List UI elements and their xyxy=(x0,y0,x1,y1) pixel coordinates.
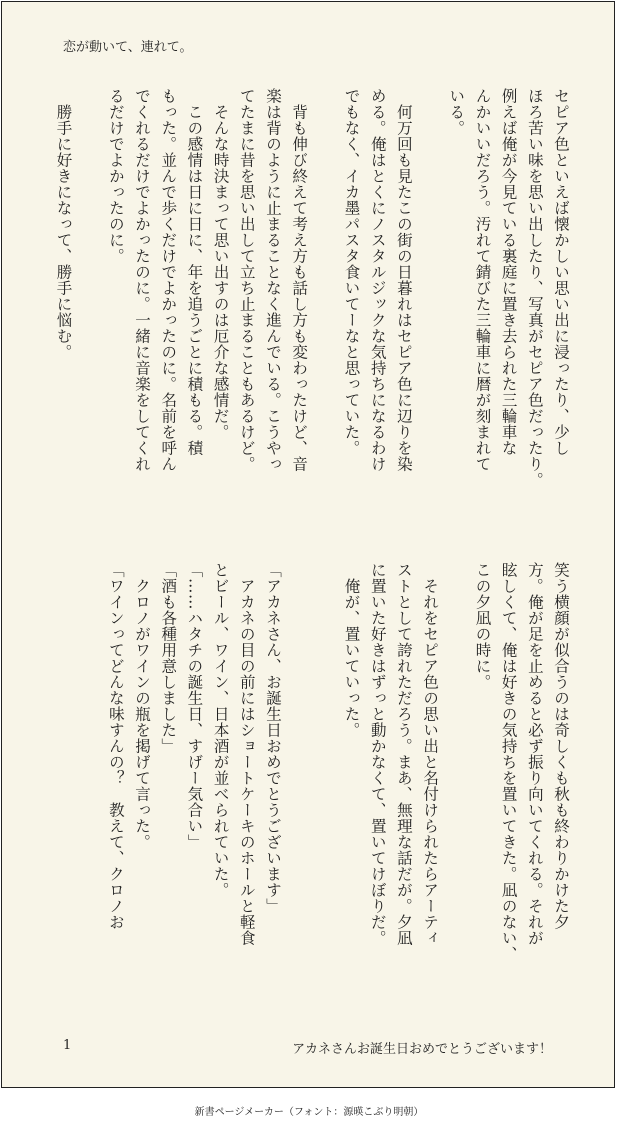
text-column xyxy=(286,562,312,1022)
text-column: 勝手に好きになって、勝手に悩む。 xyxy=(54,88,73,360)
text-column: とビール、ワイン、日本酒が並べられていた。 xyxy=(211,562,230,898)
text-column: 何万回も見たこの街の日暮れはセピア色に辺りを染 xyxy=(394,88,413,472)
running-title: アカネさんお誕生日おめでとうございます！ xyxy=(292,1042,552,1057)
page-number: 1 xyxy=(63,1038,72,1053)
text-column: いる。 xyxy=(447,88,466,136)
text-column: 楽は背のように止まることなく進んでいる。こうやっ xyxy=(263,88,282,472)
text-column: クロノがワインの瓶を掲げて言った。 xyxy=(133,562,151,850)
text-column: 「……ハタチの誕生日、すげー気合い」 xyxy=(185,562,204,850)
text-column: セピア色といえば懐かしい思い出に浸ったり、少し xyxy=(552,88,570,456)
text-column: 方。俺が足を止めると必ず振り向いてくれる。それが xyxy=(525,562,544,946)
text-column: 眩しくて、俺は好きの気持ちを置いてきた。凪のない、 xyxy=(499,562,518,962)
text-column xyxy=(417,88,443,548)
text-column: 「酒も各種用意しました」 xyxy=(159,562,178,754)
text-column: でくれるだけでよかったのに。一緒に音楽をしてくれ xyxy=(133,88,151,472)
text-column xyxy=(76,88,102,548)
text-column: 「アカネさん、お誕生日おめでとうございます」 xyxy=(263,562,282,914)
text-column xyxy=(312,562,338,1022)
text-block-upper xyxy=(54,88,574,548)
text-column: この感情は日に日に、年を追うごとに積もる。積 xyxy=(185,88,204,456)
text-column: そんな時決まって思い出すのは厄介な感情だ。 xyxy=(211,88,230,440)
text-column: んかいいだろう。汚れて錆びた三輪車に暦が刻まれて xyxy=(473,88,492,472)
text-column: 笑う横顔が似合うのは奇しくも秋も終わりかけた夕 xyxy=(552,562,570,930)
text-column: アカネの目の前にはショートケーキのホールと軽食 xyxy=(237,562,256,946)
text-column: ほろ苦い味を思い出したり、写真がセピア色だったり。 xyxy=(525,88,544,488)
text-column: 俺が、置いていった。 xyxy=(342,562,361,738)
text-column: それをセピア色の思い出と名付けられたらアーティ xyxy=(421,562,440,946)
text-column: 「ワインってどんな味すんの？ 教えて、クロノお xyxy=(106,562,125,930)
text-column: るだけでよかったのに。 xyxy=(106,88,125,264)
text-column: 例えば俺が今見ている裏庭に置き去られた三輪車な xyxy=(499,88,518,456)
text-column: 背も伸び終えて考え方も話し方も変わったけど、音 xyxy=(290,88,309,472)
generator-caption: 新書ページメーカー（フォント：源暎こぶり明朝） xyxy=(194,1107,424,1118)
book-page xyxy=(1,1,615,1088)
text-column xyxy=(312,88,338,548)
text-column: に置いた好きはずっと動かなくて、置いてけぼりだ。 xyxy=(368,562,387,946)
text-column xyxy=(443,562,469,1022)
text-block-lower xyxy=(74,562,574,1022)
text-column: この夕凪の時に。 xyxy=(473,562,492,690)
text-column: ストとして誇れただろう。まあ、無理な話だが。夕凪 xyxy=(394,562,413,946)
text-column: でもなく、イカ墨パスタ食いてーなと思っていた。 xyxy=(342,88,361,456)
text-column: める。俺はとくにノスタルジックな気持ちになるわけ xyxy=(368,88,387,472)
page-title: 恋が動いて、連れて。 xyxy=(63,40,193,55)
text-column: もった。並んで歩くだけでよかったのに。名前を呼ん xyxy=(159,88,178,472)
text-column: てたまに昔を思い出して立ち止まることもあるけど。 xyxy=(237,88,256,472)
